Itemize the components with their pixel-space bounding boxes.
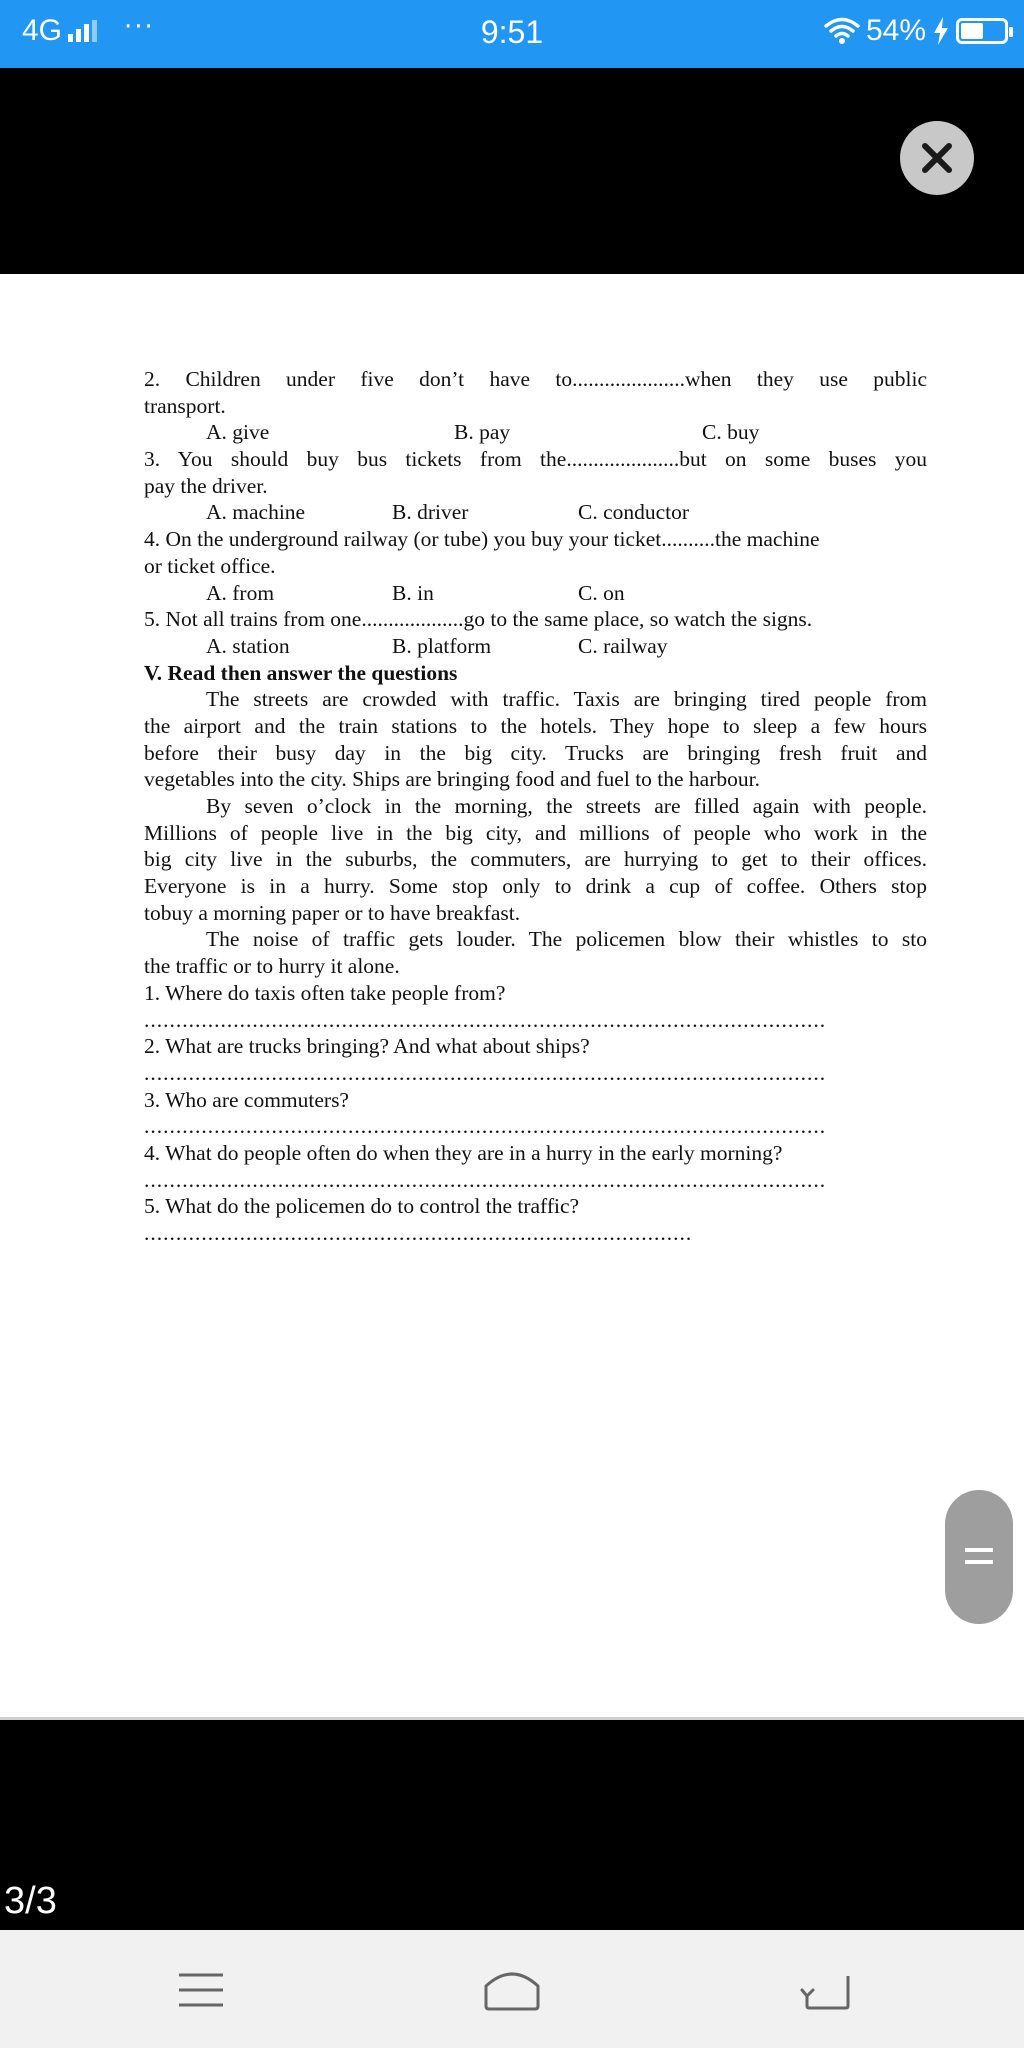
section-title: V. Read then answer the questions <box>144 660 458 685</box>
passage-line: tobuy a morning paper or to have breakfast. <box>144 900 521 925</box>
passage-line: vegetables into the city. Ships are bringing food and fuel to the harbour. <box>144 767 760 792</box>
passage-line: By seven o’clock in the morning, the streets are filled again with people. <box>206 794 927 818</box>
scroll-handle[interactable] <box>945 1490 1013 1624</box>
option-c: C. railway <box>578 633 668 658</box>
passage-line: The noise of traffic gets louder. The policemen blow their whistles to sto <box>206 927 927 952</box>
close-button[interactable] <box>900 121 974 195</box>
question-3-line-2: pay the driver. <box>144 473 268 498</box>
passage-line: the airport and the train stations to the hotels. They hope to sleep a few hours <box>144 713 927 738</box>
passage-line: big city live in the suburbs, the commuters, are hurrying to get to their offices. <box>144 847 927 872</box>
home-icon <box>481 1968 543 2012</box>
question-2-options <box>144 419 927 446</box>
option-c: C. buy <box>702 420 760 445</box>
back-icon <box>799 1968 855 2012</box>
option-c: C. on <box>578 580 625 605</box>
question-4-line-2: or ticket office. <box>144 553 276 578</box>
question-4-options <box>144 580 927 607</box>
battery-icon <box>956 18 1008 44</box>
option-a: A. machine <box>206 500 306 525</box>
passage-line: the traffic or to hurry it alone. <box>144 954 400 979</box>
passage-line: Everyone is in a hurry. Some stop only to drink a cup of coffee. Others stop <box>144 874 927 899</box>
battery-percent: 54% <box>865 14 926 47</box>
wifi-icon <box>824 17 860 45</box>
answer-line: ........................................................................................................... <box>144 1007 827 1032</box>
viewer-top-bar <box>0 68 1024 274</box>
recent-apps-button[interactable] <box>166 1960 236 2020</box>
option-a: A. station <box>206 633 290 658</box>
status-bar <box>0 0 1024 68</box>
option-c: C. conductor <box>578 500 690 525</box>
network-type: 4G <box>22 14 63 47</box>
answer-line: ........................................................................................................... <box>144 1114 827 1139</box>
question-3-options <box>144 499 927 526</box>
passage-line: Millions of people live in the big city, and millions of people who work in the <box>144 820 927 845</box>
option-b: B. driver <box>392 500 469 525</box>
question-5-options <box>144 633 927 660</box>
question-4-line-1: 4. On the underground railway (or tube) you buy your ticket..........the machine <box>144 527 820 552</box>
question-5: 5. What do the policemen do to control the traffic? <box>144 1194 580 1219</box>
passage-line: The streets are crowded with traffic. Taxis are bringing tired people from <box>206 687 927 712</box>
answer-line: ........................................................................................................... <box>144 1167 827 1192</box>
navigation-bar <box>0 1930 1024 2048</box>
passage-line: before their busy day in the big city. Trucks are bringing fresh fruit and <box>144 740 927 765</box>
question-2-line-2: transport. <box>144 393 226 418</box>
home-button[interactable] <box>477 1960 547 2020</box>
option-b: B. platform <box>392 633 492 658</box>
option-b: B. pay <box>454 420 511 445</box>
battery-fill <box>961 23 983 39</box>
option-a: A. give <box>206 420 270 445</box>
close-icon <box>919 140 955 176</box>
option-a: A. from <box>206 580 275 605</box>
recent-apps-icon <box>176 1970 226 2010</box>
status-right <box>824 14 1008 48</box>
document-text <box>144 366 927 1247</box>
option-b: B. in <box>392 580 434 605</box>
page-indicator: 3/3 <box>4 1880 57 1922</box>
document-page[interactable] <box>0 274 1024 1720</box>
back-button[interactable] <box>792 1960 862 2020</box>
clock: 9:51 <box>480 14 544 50</box>
viewer-bottom-bar <box>0 1720 1024 1930</box>
charging-icon <box>932 17 950 45</box>
answer-line: ...................................................................................... <box>144 1221 693 1245</box>
answer-line: ........................................................................................................... <box>144 1060 827 1085</box>
question-1: 1. Where do taxis often take people from? <box>144 980 506 1005</box>
question-2: 2. What are trucks bringing? And what about ships? <box>144 1034 590 1059</box>
question-4: 4. What do people often do when they are in a hurry in the early morning? <box>144 1140 783 1165</box>
notification-dots: ··· <box>124 12 155 42</box>
question-2-line-1: 2. Children under five don’t have to.....................when they use public <box>144 367 927 391</box>
question-5-line-1: 5. Not all trains from one...................go to the same place, so watch the signs. <box>144 607 813 632</box>
question-3-line-1: 3. You should buy bus tickets from the.....................but on some buses you <box>144 447 927 472</box>
question-3: 3. Who are commuters? <box>144 1087 349 1112</box>
